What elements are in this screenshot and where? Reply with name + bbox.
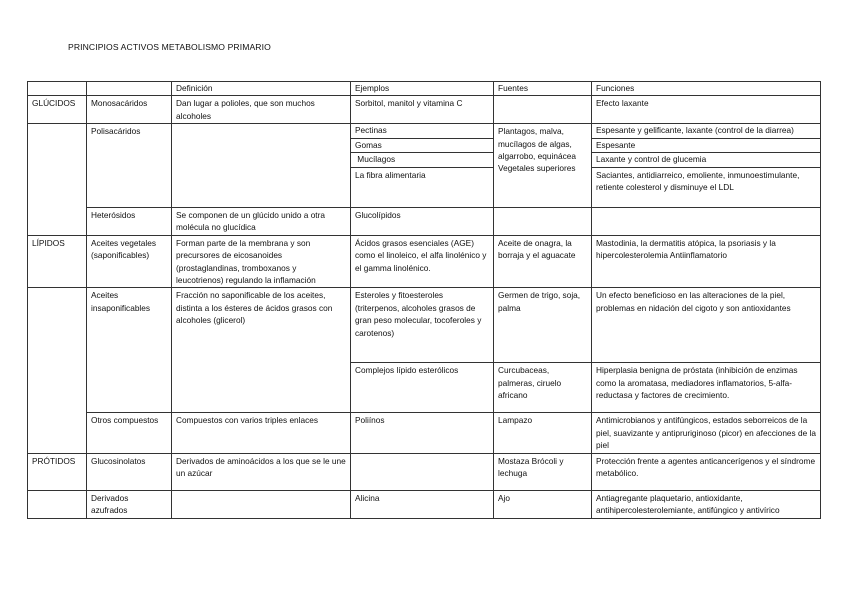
group-empty — [28, 288, 87, 453]
header-definition: Definición — [172, 82, 351, 96]
group-empty — [28, 490, 87, 518]
table-header-row — [28, 82, 821, 96]
examples-cell — [351, 453, 494, 490]
sources-cell: Lampazo — [494, 413, 592, 453]
definition-cell — [172, 124, 351, 208]
definition-cell: Se componen de un glúcido unido a otra molécula no glucídica — [172, 208, 351, 236]
sources-cell: Plantagos, malva, mucílagos de algas, algarrobo, equinácea Vegetales superiores — [494, 124, 592, 208]
sources-cell: Mostaza Brócoli y lechuga — [494, 453, 592, 490]
subgroup-name: Otros compuestos — [87, 413, 172, 453]
table-row — [28, 453, 821, 490]
examples-cell: Mucílagos — [351, 153, 494, 168]
header-examples: Ejemplos — [351, 82, 494, 96]
examples-cell: La fibra alimentaria — [351, 168, 494, 208]
header-sources: Fuentes — [494, 82, 592, 96]
functions-cell: Efecto laxante — [592, 96, 821, 124]
functions-cell: Espesante y gelificante, laxante (control de la diarrea) — [592, 124, 821, 138]
subgroup-name: Polisacáridos — [87, 124, 172, 208]
table-row — [28, 124, 821, 138]
examples-cell: Alicina — [351, 490, 494, 518]
subgroup-name: Aceites insaponificables — [87, 288, 172, 413]
subgroup-name: Monosacáridos — [87, 96, 172, 124]
sources-cell: Curcubaceas, palmeras, ciruelo africano — [494, 363, 592, 413]
examples-cell: Pectinas — [351, 124, 494, 138]
definition-cell: Compuestos con varios triples enlaces — [172, 413, 351, 453]
table-row — [28, 208, 821, 236]
metabolism-table — [27, 81, 821, 519]
examples-cell: Glucolípidos — [351, 208, 494, 236]
functions-cell: Espesante — [592, 138, 821, 152]
sources-cell: Ajo — [494, 490, 592, 518]
functions-cell: Antiagregante plaquetario, antioxidante, antihipercolesterolemiante, antifúngico y antivírico — [592, 490, 821, 518]
functions-cell: Hiperplasia benigna de próstata (inhibición de enzimas como la aromatasa, mediadores inflamatorios, 5-alfa-reductasa y factores de crecimiento. — [592, 363, 821, 413]
group-protidos: PRÓTIDOS — [28, 453, 87, 490]
subgroup-name: Derivados azufrados — [87, 490, 172, 518]
header-cell — [87, 82, 172, 96]
table-row — [28, 96, 821, 124]
definition-cell: Fracción no saponificable de los aceites, distinta a los ésteres de ácidos grasos con alcoholes (glicerol) — [172, 288, 351, 413]
header-functions: Funciones — [592, 82, 821, 96]
definition-cell: Dan lugar a polioles, que son muchos alcoholes — [172, 96, 351, 124]
functions-cell: Antimicrobianos y antifúngicos, estados seborreicos de la piel, suavizante y antipruriginoso (picor) en afecciones de la piel — [592, 413, 821, 453]
table-row — [28, 490, 821, 518]
table-row — [28, 288, 821, 363]
definition-cell: Forman parte de la membrana y son precursores de eicosanoides (prostaglandinas, tromboxanos y leucotrienos) regulando la inflamación — [172, 235, 351, 288]
sources-cell: Germen de trigo, soja, palma — [494, 288, 592, 363]
examples-cell: Esteroles y fitoesteroles (triterpenos, alcoholes grasos de gran peso molecular, tocoferoles y carotenos) — [351, 288, 494, 363]
subgroup-name: Heterósidos — [87, 208, 172, 236]
subgroup-name: Glucosinolatos — [87, 453, 172, 490]
header-cell — [28, 82, 87, 96]
functions-cell: Protección frente a agentes anticancerígenos y el síndrome metabólico. — [592, 453, 821, 490]
functions-cell: Saciantes, antidiarreico, emoliente, inmunoestimulante, retiente colesterol y disminuye el LDL — [592, 168, 821, 208]
functions-cell: Mastodinia, la dermatitis atópica, la psoriasis y la hipercolesterolemia Antiinflamatorio — [592, 235, 821, 288]
definition-cell: Derivados de aminoácidos a los que se le une un azúcar — [172, 453, 351, 490]
table-row — [28, 413, 821, 453]
examples-cell: Sorbitol, manitol y vitamina C — [351, 96, 494, 124]
functions-cell: Un efecto beneficioso en las alteraciones de la piel, problemas en nidación del cigoto y son antioxidantes — [592, 288, 821, 363]
group-empty — [28, 124, 87, 236]
definition-cell — [172, 490, 351, 518]
group-glucidos: GLÚCIDOS — [28, 96, 87, 124]
functions-cell: Laxante y control de glucemia — [592, 153, 821, 168]
sources-cell: Aceite de onagra, la borraja y el aguacate — [494, 235, 592, 288]
table-row — [28, 235, 821, 288]
page-title: PRINCIPIOS ACTIVOS METABOLISMO PRIMARIO — [68, 42, 271, 52]
examples-cell: Poliínos — [351, 413, 494, 453]
functions-cell — [592, 208, 821, 236]
examples-cell: Complejos lípido esterólicos — [351, 363, 494, 413]
subgroup-name: Aceites vegetales (saponificables) — [87, 235, 172, 288]
group-lipidos: LÍPIDOS — [28, 235, 87, 288]
sources-cell — [494, 96, 592, 124]
examples-cell: Ácidos grasos esenciales (AGE) como el linoleico, el alfa linolénico y el gamma linolénico. — [351, 235, 494, 288]
examples-cell: Gomas — [351, 138, 494, 152]
sources-cell — [494, 208, 592, 236]
